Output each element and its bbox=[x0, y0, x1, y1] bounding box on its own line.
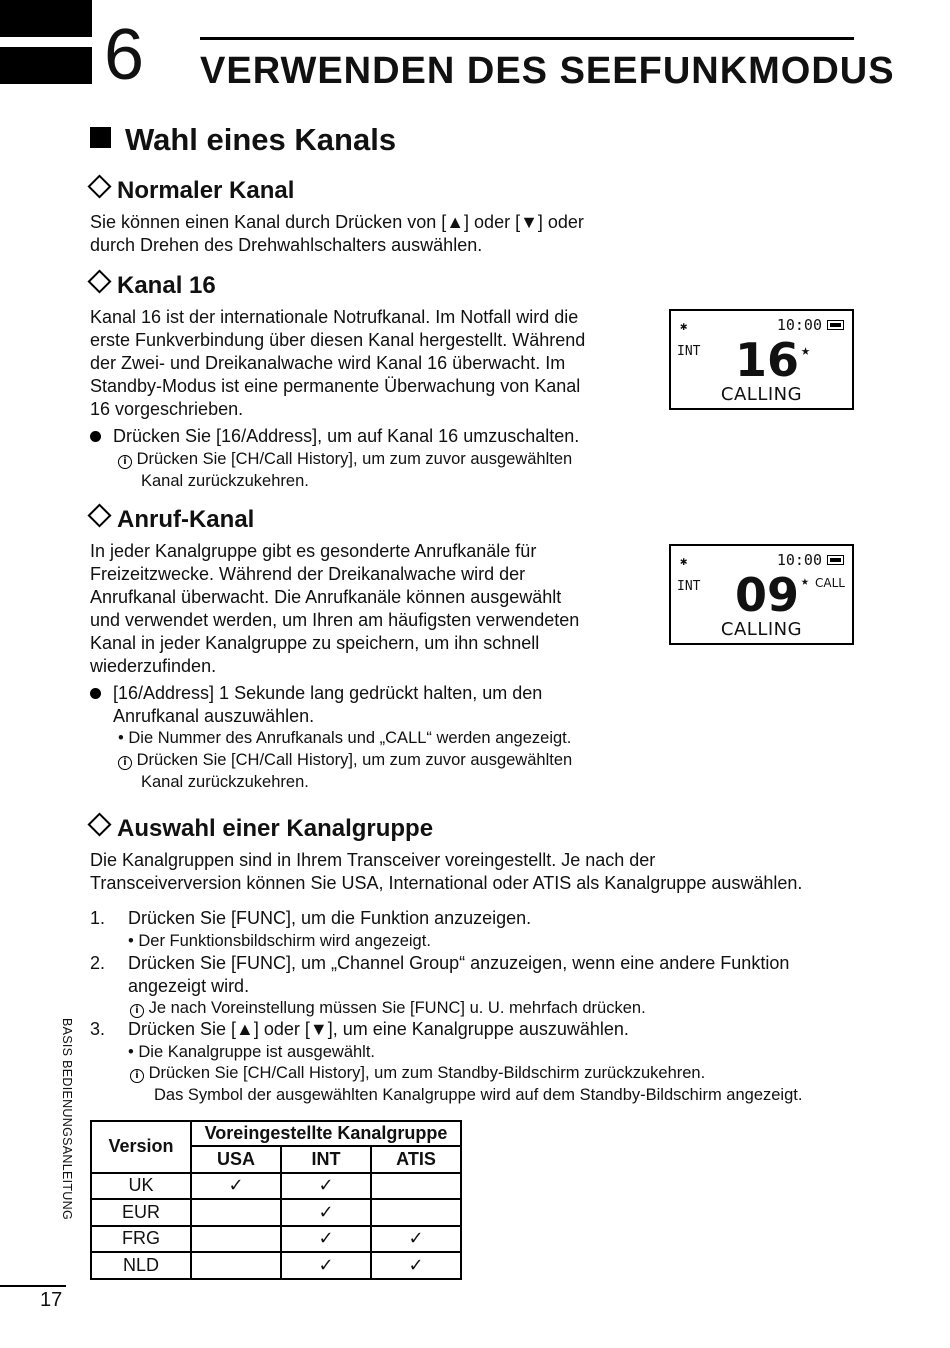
table-row bbox=[91, 1226, 461, 1253]
diamond-icon bbox=[87, 174, 111, 198]
heading-normal-channel: Normaler Kanal bbox=[86, 176, 294, 206]
side-label: BASIS BEDIENUNGSANLEITUNG bbox=[60, 1018, 74, 1220]
table-cell-version: UK bbox=[91, 1173, 191, 1200]
info-icon: i bbox=[130, 1069, 144, 1083]
channel-16-info: i Drücken Sie [CH/Call History], um zum zuvor ausgewählten Kanal zurückzukehren. bbox=[118, 448, 572, 492]
chapter-tab-bar-bottom bbox=[0, 47, 92, 84]
checkmark-icon: ✓ bbox=[281, 1226, 371, 1253]
bullet-icon bbox=[90, 688, 101, 699]
heading-channel-group: Auswahl einer Kanalgruppe bbox=[86, 814, 433, 844]
star-icon: ★ bbox=[801, 574, 809, 589]
page-number-rule bbox=[0, 1285, 66, 1287]
checkmark-icon: ✓ bbox=[371, 1226, 461, 1253]
table-cell-version: FRG bbox=[91, 1226, 191, 1253]
lcd-status: CALLING bbox=[720, 619, 803, 640]
checkmark-icon bbox=[191, 1252, 281, 1279]
heading-call-channel: Anruf-Kanal bbox=[86, 505, 254, 535]
section-title: Wahl eines Kanals bbox=[90, 122, 396, 158]
lcd-channel: 09 bbox=[735, 568, 800, 622]
lcd-display-call-channel bbox=[669, 544, 854, 645]
chapter-tab-bar-top bbox=[0, 0, 92, 37]
table-header-atis: ATIS bbox=[371, 1146, 461, 1173]
chapter-number: 6 bbox=[104, 15, 145, 95]
checkmark-icon bbox=[191, 1226, 281, 1253]
info-icon: i bbox=[130, 1004, 144, 1018]
step-3-sub: • Die Kanalgruppe ist ausgewählt. bbox=[128, 1043, 376, 1061]
heading-channel-16: Kanal 16 bbox=[86, 271, 216, 301]
step-1: 1. Drücken Sie [FUNC], um die Funktion anzuzeigen. bbox=[90, 908, 532, 928]
step-2: 2. Drücken Sie [FUNC], um „Channel Group“ anzuzeigen, wenn eine andere Funktion angezeigt wird. bbox=[90, 953, 790, 996]
lcd-time: 10:00 bbox=[776, 551, 822, 569]
channel-16-text: Kanal 16 ist der internationale Notrufkanal. Im Notfall wird die erste Funkverbindung über diesen Kanal hergestellt. Während der Zwei- und Dreikanalwache wird Kanal 16 überwacht. Im Standby-Modus ist eine permanente Überwachung von Kanal 16 vorgeschrieben. bbox=[90, 307, 586, 419]
checkmark-icon bbox=[371, 1199, 461, 1226]
lcd-time: 10:00 bbox=[776, 316, 822, 334]
checkmark-icon: ✓ bbox=[371, 1252, 461, 1279]
lcd-mode: INT bbox=[677, 579, 701, 594]
checkmark-icon bbox=[191, 1199, 281, 1226]
table-row bbox=[91, 1173, 461, 1200]
battery-icon bbox=[827, 320, 844, 330]
title-rule bbox=[200, 37, 854, 40]
table-row bbox=[91, 1199, 461, 1226]
bullet-icon bbox=[90, 431, 101, 442]
lcd-channel: 16 bbox=[735, 333, 800, 387]
bluetooth-icon: ✱ bbox=[680, 554, 688, 568]
star-icon: ★ bbox=[801, 341, 811, 359]
diamond-icon bbox=[87, 269, 111, 293]
lcd-status: CALLING bbox=[720, 384, 803, 405]
channel-group-text: Die Kanalgruppen sind in Ihrem Transceiver voreingestellt. Je nach der Transceiverversion können Sie USA, International oder ATIS als Kanalgruppe auswählen. bbox=[90, 850, 803, 893]
bluetooth-icon: ✱ bbox=[680, 319, 688, 333]
checkmark-icon: ✓ bbox=[191, 1173, 281, 1200]
lcd-display-channel-16 bbox=[669, 309, 854, 410]
diamond-icon bbox=[87, 503, 111, 527]
page-number: 17 bbox=[40, 1289, 63, 1311]
call-channel-sub: • Die Nummer des Anrufkanals und „CALL“ werden angezeigt. bbox=[118, 729, 572, 747]
table-row bbox=[91, 1252, 461, 1279]
info-icon: i bbox=[118, 455, 132, 469]
table-header-group: Voreingestellte Kanalgruppe bbox=[191, 1121, 461, 1146]
battery-icon bbox=[827, 555, 844, 565]
normal-channel-text: Sie können einen Kanal durch Drücken von [▲] oder [▼] oder durch Drehen des Drehwahlschalters auswählen. bbox=[90, 212, 584, 255]
table-header-usa: USA bbox=[191, 1146, 281, 1173]
step-2-info: i Je nach Voreinstellung müssen Sie [FUNC] u. U. mehrfach drücken. bbox=[130, 997, 646, 1019]
diamond-icon bbox=[87, 812, 111, 836]
channel-group-table bbox=[90, 1120, 462, 1280]
checkmark-icon: ✓ bbox=[281, 1199, 371, 1226]
step-3-info: i Drücken Sie [CH/Call History], um zum Standby-Bildschirm zurückzukehren. Das Symbol der ausgewählten Kanalgruppe wird auf dem Standby-Bildschirm angezeigt. bbox=[130, 1062, 802, 1106]
checkmark-icon: ✓ bbox=[281, 1252, 371, 1279]
step-1-sub: • Der Funktionsbildschirm wird angezeigt. bbox=[128, 932, 431, 950]
call-channel-text: In jeder Kanalgruppe gibt es gesonderte Anrufkanäle für Freizeitzwecke. Während der Dreikanalwache wird der Anrufkanal überwacht. Die Anrufkanäle können ausgewählt und verwendet werden, um Ihren am häufigsten verwendeten Kanal in jeder Kanalgruppe zu speichern, um ihn schnell wiederzufinden. bbox=[90, 541, 580, 676]
square-bullet-icon bbox=[90, 127, 111, 148]
table-cell-version: NLD bbox=[91, 1252, 191, 1279]
table-header-version: Version bbox=[91, 1121, 191, 1173]
checkmark-icon: ✓ bbox=[281, 1173, 371, 1200]
lcd-mode: INT bbox=[677, 344, 701, 359]
info-icon: i bbox=[118, 756, 132, 770]
channel-16-bullet: Drücken Sie [16/Address], um auf Kanal 16 umzuschalten. bbox=[90, 425, 579, 448]
chapter-title: VERWENDEN DES SEEFUNKMODUS bbox=[200, 50, 895, 92]
table-header-int: INT bbox=[281, 1146, 371, 1173]
checkmark-icon bbox=[371, 1173, 461, 1200]
call-channel-bullet: [16/Address] 1 Sekunde lang gedrückt halten, um den Anrufkanal auszuwählen. bbox=[90, 682, 542, 728]
step-3: 3. Drücken Sie [▲] oder [▼], um eine Kanalgruppe auszuwählen. bbox=[90, 1019, 629, 1039]
call-channel-info: i Drücken Sie [CH/Call History], um zum zuvor ausgewählten Kanal zurückzukehren. bbox=[118, 749, 572, 793]
lcd-call-label: CALL bbox=[815, 576, 845, 590]
table-cell-version: EUR bbox=[91, 1199, 191, 1226]
